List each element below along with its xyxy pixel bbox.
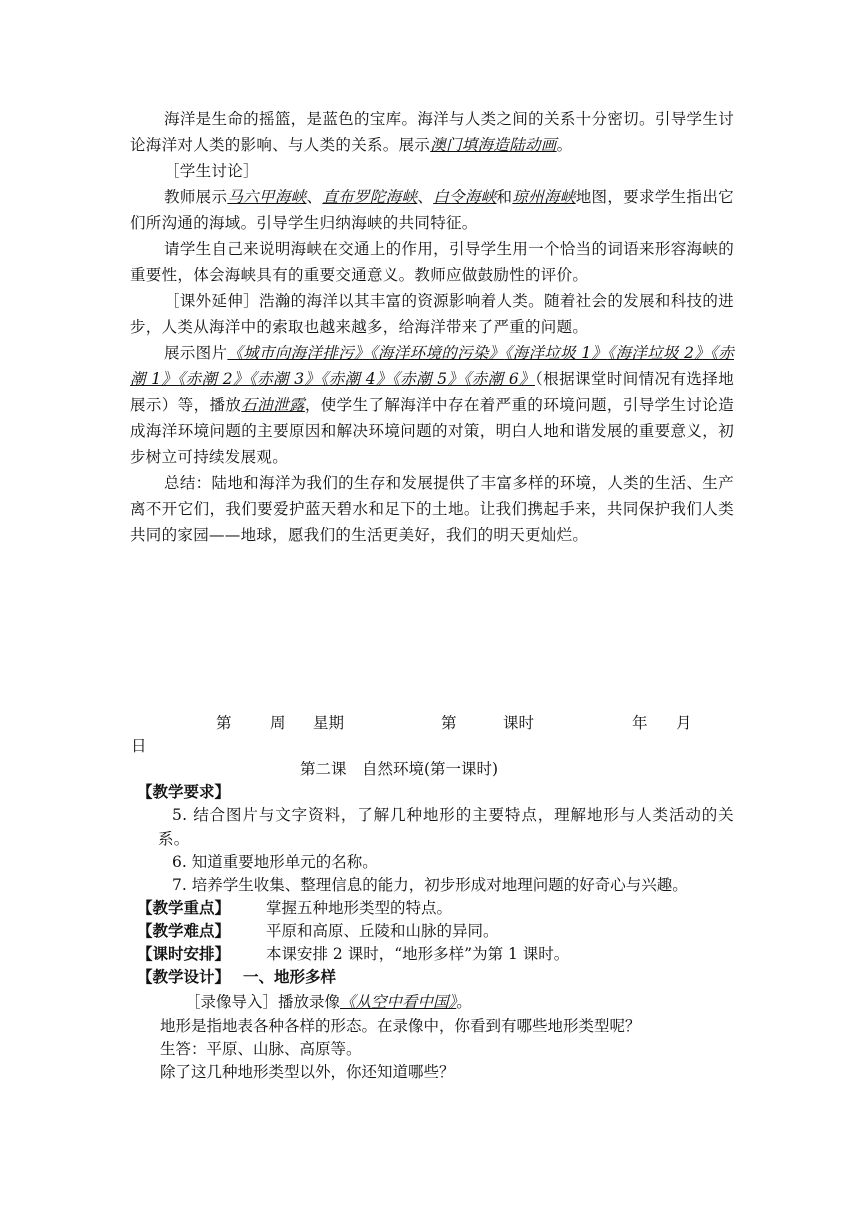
design-label: 【教学设计】 [137, 967, 231, 986]
link-image[interactable]: 《城市向海洋排污》 [227, 344, 370, 362]
link-malacca-strait[interactable]: 马六甲海峡 [227, 188, 307, 206]
header-period-prefix: 第 [441, 714, 457, 732]
difficulty-label: 【教学难点】 [137, 921, 231, 940]
paragraph-extension: ［课外延伸］浩瀚的海洋以其丰富的资源影响着人类。随着社会的发展和科技的进步，人类从海洋中的索取也越来越多，给海洋带来了严重的问题。 [130, 292, 734, 336]
link-image[interactable]: 《海洋垃圾 2》 [607, 344, 711, 362]
video-end: 。 [456, 993, 472, 1011]
paragraph-text: 展示图片 [164, 344, 228, 362]
paragraph-text: 。 [556, 136, 573, 154]
requirements-heading: 【教学要求】 [137, 782, 231, 801]
link-oil-spill[interactable]: 石油泄露 [241, 396, 305, 414]
header-month: 月 [676, 714, 692, 732]
link-video-china-from-air[interactable]: 《从空中看中国》 [340, 993, 457, 1011]
header-weekday: 星期 [313, 714, 345, 732]
link-image[interactable]: 《海洋环境的污染》 [369, 344, 505, 362]
link-bering-strait[interactable]: 白令海峡 [433, 188, 497, 206]
link-image[interactable]: 《海洋垃圾 1》 [504, 344, 608, 362]
dialog-answer: 生答：平原、山脉、高原等。 [160, 1040, 362, 1058]
requirement-item-5: 5. 结合图片与文字资料，了解几种地形的主要特点，理解地形与人类活动的关系。 [158, 806, 734, 848]
header-period: 课时 [503, 714, 535, 732]
difficulty-text: 平原和高原、丘陵和山脉的异同。 [266, 922, 499, 940]
schedule-label: 【课时安排】 [137, 944, 231, 963]
paragraph-text: ，使学生了解海洋中存在着严重的环境问题，引导学生讨论造成海洋环境问题的主要原因和解决环境问题的对策，明白人地和谐发展的重要意义，初步树立可持续发展观。 [130, 396, 734, 466]
paragraph-summary: 总结：陆地和海洋为我们的生存和发展提供了丰富多样的环境，人类的生活、生产离不开它们，我们要爱护蓝天碧水和足下的土地。让我们携起手来，共同保护我们人类共同的家园——地球，愿我们的生活更美好，我们的明天更灿烂。 [130, 474, 734, 544]
paragraph-text: 教师展示 [164, 188, 228, 206]
dialog-question: 地形是指地表各种各样的形态。在录像中，你看到有哪些地形类型呢？ [160, 1017, 641, 1035]
video-intro [185, 990, 472, 1014]
separator: 、 [306, 188, 323, 206]
header-week: 周 [270, 714, 286, 732]
design-text: 一、地形多样 [243, 967, 337, 986]
paragraph-straits [130, 184, 734, 236]
separator: 和 [496, 188, 513, 206]
link-image[interactable]: 《赤潮 2》 [177, 370, 249, 388]
link-qiongzhou-strait[interactable]: 琼州海峡 [512, 188, 576, 206]
focus-text: 掌握五种地形类型的特点。 [266, 899, 453, 917]
paragraph-ocean-intro [130, 106, 734, 158]
requirement-item-7: 7. 培养学生收集、整理信息的能力，初步形成对地理问题的好奇心与兴趣。 [172, 876, 688, 894]
schedule-text: 本课安排 2 课时，“地形多样”为第 1 课时。 [266, 945, 570, 963]
link-image[interactable]: 《赤潮 1》 [130, 344, 735, 388]
link-image[interactable]: 《赤潮 4》 [320, 370, 392, 388]
dialog-followup: 除了这几种地形类型以外，你还知道哪些？ [160, 1063, 455, 1081]
paragraph-images [130, 340, 734, 470]
header-year: 年 [632, 714, 648, 732]
header-day: 日 [131, 737, 147, 755]
link-macau-animation[interactable]: 澳门填海造陆动画 [430, 136, 557, 154]
paragraph-text: 海洋是生命的摇篮，是蓝色的宝库。海洋与人类之间的关系十分密切。引导学生讨论海洋对人类的影响、与人类的关系。展示 [130, 110, 734, 154]
paragraph-text: （根据课堂时间情况有选择地展示）等，播放 [130, 370, 735, 414]
paragraph-strait-importance: 请学生自己来说明海峡在交通上的作用，引导学生用一个恰当的词语来形容海峡的重要性，体会海峡具有的重要交通意义。教师应做鼓励性的评价。 [130, 240, 734, 284]
paragraph-text: 地图，要求学生指出它们所沟通的海域。引导学生归纳海峡的共同特征。 [130, 188, 734, 232]
link-image[interactable]: 《赤潮 3》 [248, 370, 321, 388]
link-gibraltar-strait[interactable]: 直布罗陀海峡 [322, 188, 418, 206]
requirement-item-6: 6. 知道重要地形单元的名称。 [172, 853, 378, 871]
separator: 、 [417, 188, 434, 206]
focus-label: 【教学重点】 [137, 898, 231, 917]
link-image[interactable]: 《赤潮 6》 [463, 370, 536, 388]
lesson-title: 第二课 自然环境(第一课时) [300, 760, 499, 778]
header-week-prefix: 第 [216, 714, 232, 732]
link-image[interactable]: 《赤潮 5》 [391, 370, 464, 388]
video-text: ［录像导入］播放录像 [185, 993, 341, 1011]
paragraph-student-discussion: ［学生讨论］ [164, 162, 259, 180]
